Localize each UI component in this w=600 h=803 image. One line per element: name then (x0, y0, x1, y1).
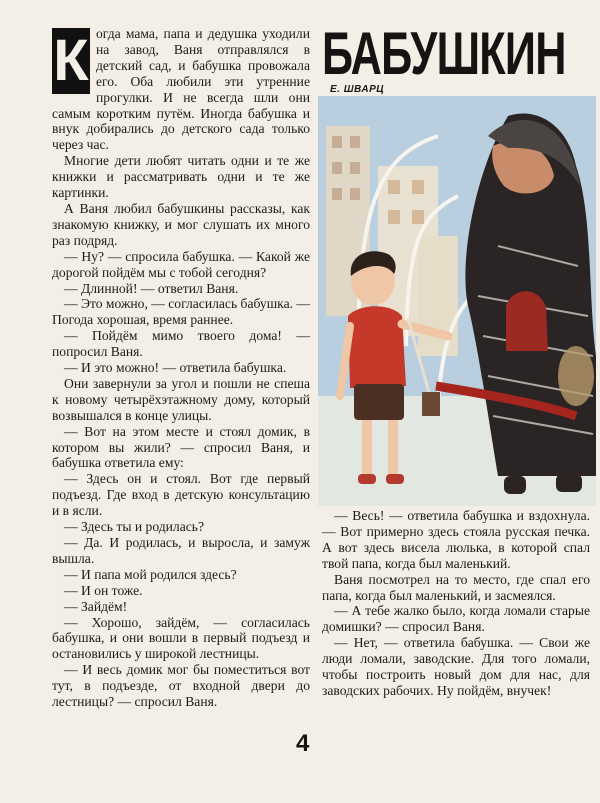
left-column-paragraph: — Зайдём! (64, 598, 128, 614)
red-handbag (506, 291, 548, 351)
left-column-paragraph: — Хорошо, зайдём, — согласилась бабушка, и они вошли в первый подъезд и остановились у широкой лестницы. (52, 614, 310, 662)
left-column-paragraph: — Пойдём мимо твоего дома! — попросил Ваня. (52, 328, 310, 360)
left-column-paragraph: — Ну? — спросила бабушка. — Какой же дорогой пойдём мы с тобой сегодня? (52, 248, 310, 280)
left-column-paragraph: — Длинной! — ответил Ваня. (64, 280, 239, 296)
left-text-column (52, 26, 310, 710)
story-title: БАБУШКИН (322, 20, 566, 87)
left-column-paragraph: огда мама, папа и дедушка уходили на завод, Ваня отправлялся в детский сад, и бабушка провожала его. Оба любили эти утренние прогулки. И не всегда шли они самым коротким путём. Иногда бабушка и внук добирались до детского сада только через час. (52, 26, 310, 153)
left-column-paragraph: Они завернули за угол и пошли не спеша к новому четырёхэтажному дому, который возвышался в конце улицы. (52, 375, 310, 423)
right-column-paragraph: — Весь! — ответила бабушка и вздохнула. — Вот примерно здесь стояла русская печка. А вот здесь висела люлька, в которой спал твой папа, когда был маленький. (322, 508, 590, 571)
drop-cap: К (53, 28, 89, 93)
string-bag (558, 346, 594, 406)
left-column-paragraph: — Да. И родилась, и выросла, и замуж вышла. (52, 535, 310, 566)
left-column-paragraph: А Ваня любил бабушкины рассказы, как знакомую книжку, и мог слушать их много раз подряд. (52, 200, 310, 248)
right-column-paragraph: Ваня посмотрел на то место, где спал его папа, когда был маленький, и засмеялся. (322, 571, 590, 603)
left-column-paragraph: — Это можно, — согласилась бабушка. — Погода хорошая, время раннее. (52, 296, 310, 328)
left-column-paragraph: — Здесь он и стоял. Вот где первый подъезд. Где вход в детскую консультацию и в ясли. (52, 471, 310, 519)
left-column-paragraph: — И он тоже. (64, 582, 143, 598)
story-author: Е. ШВАРЦ (330, 84, 385, 95)
right-paragraphs (322, 508, 590, 699)
left-column-paragraph: — И это можно! — ответила бабушка. (64, 360, 287, 376)
left-column-paragraph: — Вот на этом месте и стоял домик, в котором вы жили? — спросил Ваня, и бабушка ответила ему: (52, 423, 310, 471)
right-text-column (322, 508, 590, 699)
left-column-paragraph: — И папа мой родился здесь? (64, 566, 237, 582)
illustration-grandma-and-boy (318, 96, 596, 506)
page-number: 4 (296, 730, 310, 757)
right-column-paragraph: — Нет, — ответила бабушка. — Свои же люди ломали, заводские. Для того ломали, чтобы построить новый дом для нас, для заводских рабочих. Ну пойдём, внучек! (322, 635, 590, 698)
left-column-paragraph: — Здесь ты и родилась? (64, 519, 205, 535)
left-column-paragraph: — И весь домик мог бы поместиться вот тут, в подъезде, от входной двери до лестницы? — спросил Ваня. (52, 662, 310, 710)
left-column-paragraph: Многие дети любят читать одни и те же книжки и рассматривать одни и те же картинки. (52, 153, 310, 201)
left-paragraphs (52, 26, 310, 710)
right-column-paragraph: — А тебе жалко было, когда ломали старые домишки? — спросил Ваня. (322, 603, 590, 635)
